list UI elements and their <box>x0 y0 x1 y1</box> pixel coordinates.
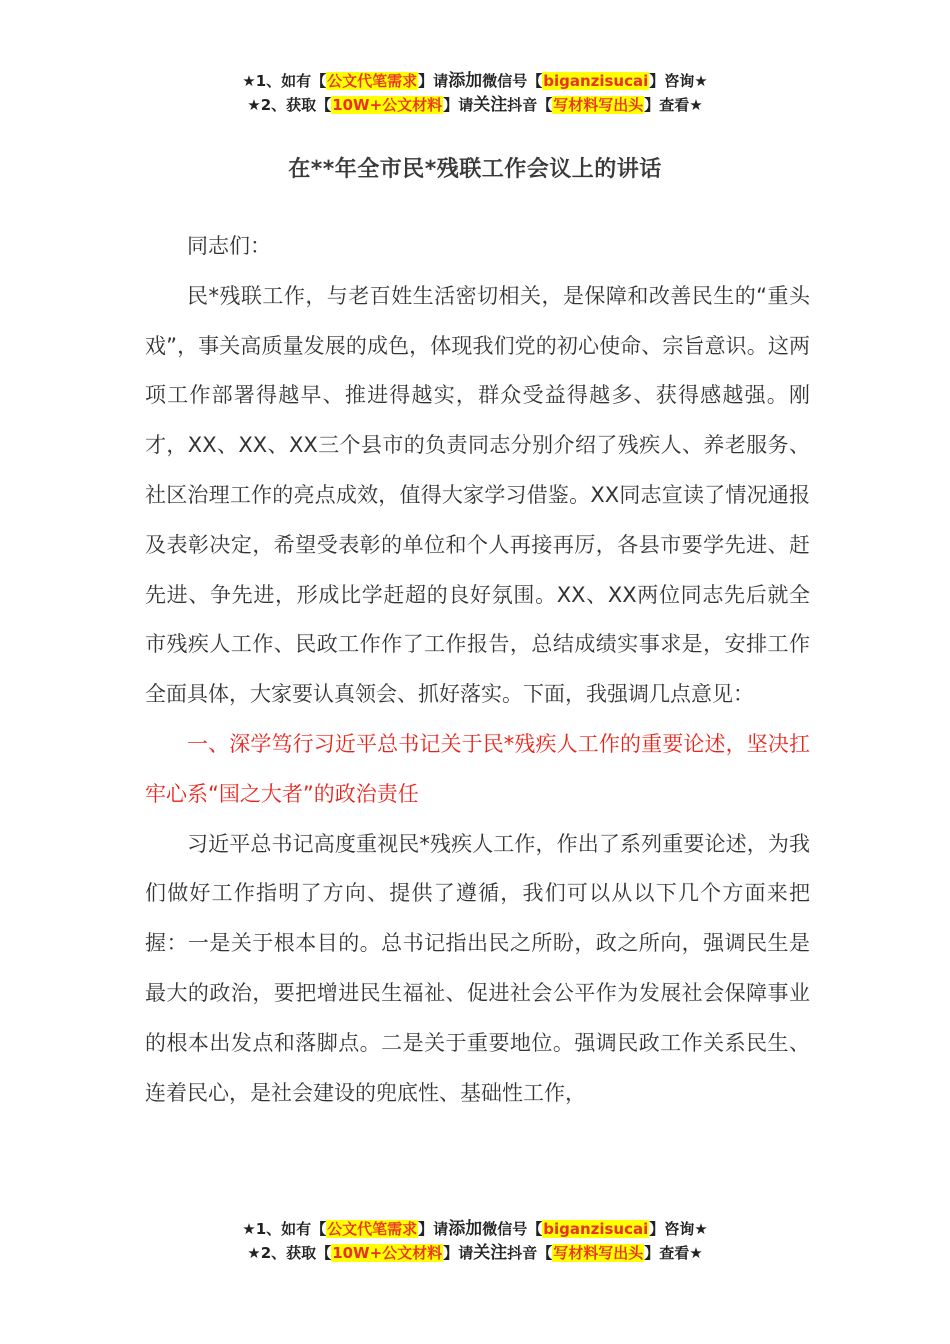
promo-highlight: biganzisucai <box>543 1220 649 1238</box>
paragraph: 民*残联工作，与老百姓生活密切相关，是保障和改善民生的“重头戏”，事关高质量发展的成色，体现我们党的初心使命、宗旨意识。这两项工作部署得越早、推进得越实，群众受益得越多、获得感越强。刚才，XX、XX、XX三个县市的负责同志分别介绍了残疾人、养老服务、社区治理工作的亮点成效，值得大家学习借鉴。XX同志宣读了情况通报及表彰决定，希望受表彰的单位和个人再接再厉，各县市要学先进、赶先进、争先进，形成比学赶超的良好氛围。XX、XX两位同志先后就全市残疾人工作、民政工作作了工作报告，总结成绩实事求是，安排工作全面具体，大家要认真领会、抓好落实。下面，我强调几点意见： <box>145 283 810 707</box>
promo-text: 微信号【 <box>482 72 543 90</box>
promo-text: 】咨询★ <box>649 1220 708 1238</box>
promo-line-2 <box>0 93 950 117</box>
promo-text: 】咨询★ <box>649 72 708 90</box>
promo-text: 】请 <box>418 1220 449 1238</box>
promo-highlight: 公文代笔需求 <box>327 1220 418 1238</box>
section-heading: 一、深学笃行习近平总书记关于民*残疾人工作的重要论述，坚决扛牢心系“国之大者”的政治责任 <box>145 731 810 806</box>
promo-text: 抖音【 <box>507 96 553 114</box>
promo-text: 】请 <box>443 1244 474 1262</box>
promo-highlight: 10W+公文材料 <box>332 1244 443 1262</box>
promo-emphasis: 添加 <box>448 71 483 91</box>
promo-line-1 <box>0 69 950 93</box>
document-title: 在**年全市民*残联工作会议上的讲话 <box>288 157 662 182</box>
promo-text: ★2、获取【 <box>247 96 332 114</box>
promo-text: ★2、获取【 <box>247 1244 332 1262</box>
promo-text: 微信号【 <box>482 1220 543 1238</box>
promo-highlight: 写材料写出头 <box>553 1244 644 1262</box>
salutation: 同志们： <box>187 234 271 258</box>
promo-text: 】请 <box>443 96 474 114</box>
promo-emphasis: 添加 <box>448 1219 483 1239</box>
header-promo-banner <box>0 69 950 117</box>
promo-line-1 <box>0 1217 950 1241</box>
promo-text: 】查看★ <box>644 96 703 114</box>
promo-emphasis: 关注 <box>473 95 508 115</box>
promo-text: ★1、如有【 <box>242 72 327 90</box>
promo-highlight: 10W+公文材料 <box>332 96 443 114</box>
promo-highlight: 公文代笔需求 <box>327 72 418 90</box>
footer-promo-banner <box>0 1217 950 1265</box>
promo-text: 抖音【 <box>507 1244 553 1262</box>
promo-line-2 <box>0 1241 950 1265</box>
document-body <box>145 222 810 1118</box>
promo-emphasis: 关注 <box>473 1243 508 1263</box>
promo-text: ★1、如有【 <box>242 1220 327 1238</box>
promo-highlight: biganzisucai <box>543 72 649 90</box>
promo-text: 】请 <box>418 72 449 90</box>
promo-highlight: 写材料写出头 <box>553 96 644 114</box>
promo-text: 】查看★ <box>644 1244 703 1262</box>
paragraph: 习近平总书记高度重视民*残疾人工作，作出了系列重要论述，为我们做好工作指明了方向、提供了遵循，我们可以从以下几个方面来把握：一是关于根本目的。总书记指出民之所盼，政之所向，强调民生是最大的政治，要把增进民生福祉、促进社会公平作为发展社会保障事业的根本出发点和落脚点。二是关于重要地位。强调民政工作关系民生、连着民心，是社会建设的兜底性、基础性工作， <box>145 831 810 1105</box>
